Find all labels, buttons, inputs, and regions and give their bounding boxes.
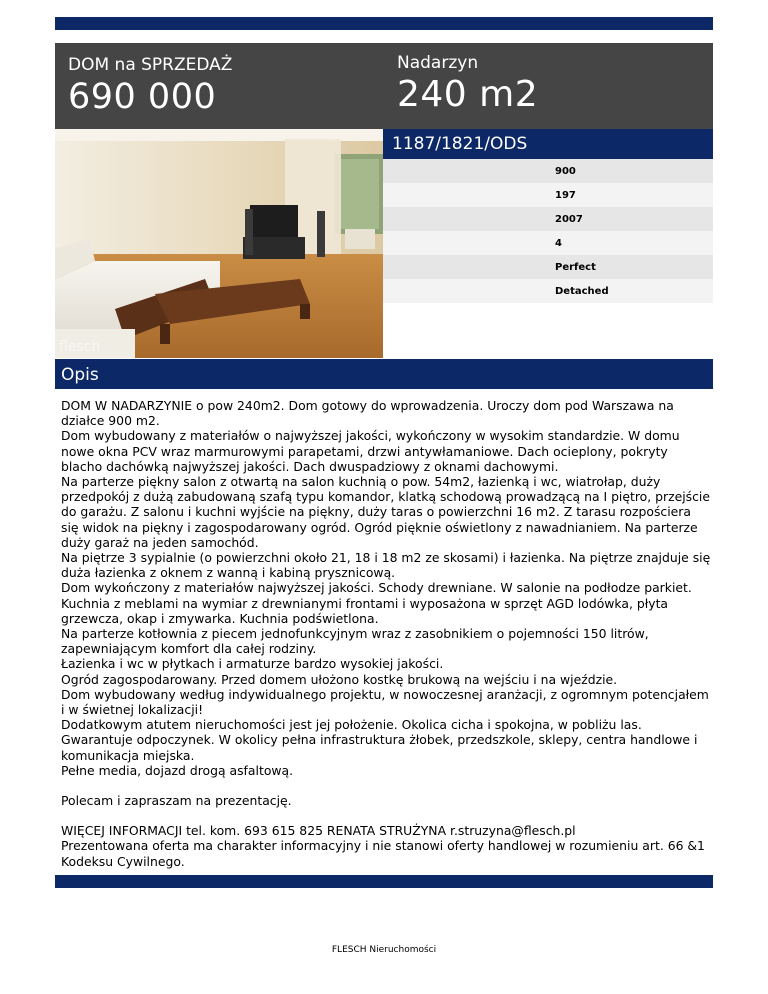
spec-row [383,159,713,183]
spec-row [383,279,713,303]
spec-value: 197 [555,190,576,201]
listing-area: 240 m2 [397,74,539,115]
spec-table [383,159,713,303]
spacer [61,778,711,793]
description-paragraph: Dom wykończony z materiałów najwyższej jakości. Schody drewniane. W salonie na podłodze parkiet. Kuchnia z meblami na wymiar z drewnianymi frontami i wyposażona w sprzęt AGD lodówka, płyta grzewcza, okap i zmywarka. Kuchnia podświetlona. [61,580,692,626]
spec-value: 2007 [555,214,583,225]
spec-value: 900 [555,166,576,177]
spec-row [383,255,713,279]
description-paragraph: Na parterze kotłownia z piecem jednofunkcyjnym wraz z zasobnikiem o pojemności 150 litrów, zapewniającym komfort dla całej rodziny. [61,626,649,657]
contact-info: WIĘCEJ INFORMACJI tel. kom. 693 615 825 RENATA STRUŻYNA r.struzyna@flesch.pl [61,823,576,839]
disclaimer-text: Prezentowana oferta ma charakter informacyjny i nie stanowi oferty handlowej w rozumieniu art. 66 &1 Kodeksu Cywilnego. [61,838,705,869]
description-paragraph: Na piętrze 3 sypialnie (o powierzchni około 21, 18 i 18 m2 ze skosami) i łazienka. Na piętrze znajduje się duża łazienka z oknem z wanną i kabiną prysznicową. [61,550,711,581]
property-photo [55,129,383,358]
spec-value: Perfect [555,262,596,273]
photo-watermark: flesch [59,339,101,355]
footer-company: FLESCH Nieruchomości [331,945,437,955]
header-left [68,55,232,117]
reference-bar [383,129,713,159]
description-paragraph: Pełne media, dojazd drogą asfaltową. [61,762,294,778]
description-paragraph: Dodatkowym atutem nieruchomości jest jej położenie. Okolica cicha i spokojna, w pobliżu las. Gwarantuje odpoczynek. W okolicy pełna infrastruktura żłobek, przedszkole, sklepy, centra handlowe i komunikacja miejska. [61,717,698,763]
spec-value: Detached [555,286,609,297]
listing-location: Nadarzyn [397,53,479,73]
description-paragraph: Na parterze piękny salon z otwartą na salon kuchnią o pow. 54m2, łazienką i wc, wiatrołap, duży przedpokój z dużą zabudowaną szafą typu komandor, klatką schodową prowadzącą na I piętro, przejście do garażu. Z salonu i kuchni wyjście na piękny, duży taras o powierzchni 16 m2. Z tarasu rozpościera się widok na piękny i zagospodarowany ogród. Ogród pięknie oświetlony z nawadnianiem. Na parterze duży garaż na jeden samochód. [61,474,711,550]
top-accent-bar [55,17,713,30]
listing-type: DOM na SPRZEDAŻ [68,55,233,75]
listing-header [55,43,713,129]
bottom-accent-bar [55,875,713,888]
section-title: Opis [61,365,99,385]
description-paragraph: Dom wybudowany według indywidualnego projektu, w nowoczesnej aranżacji, z ogromnym potencjałem i w świetnej lokalizacji! [61,686,709,718]
reference-number: 1187/1821/ODS [392,134,528,154]
spec-row [383,231,713,255]
spacer [61,808,711,823]
spec-row [383,207,713,231]
description-paragraph: Łazienka i wc w płytkach i armaturze bardzo wysokiej jakości. [61,656,444,672]
description-header [55,359,713,389]
description-body [61,398,711,869]
spec-row [383,183,713,207]
description-paragraph: Dom wybudowany z materiałów o najwyższej jakości, wykończony w wysokim standardzie. W domu nowe okna PCV wraz marmurowymi parapetami, drzwi antywłamaniowe. Dach ocieplony, pokryty blacho dachówką najwyższej jakości. Dach dwuspadziowy z oknami dachowymi. [61,428,680,474]
description-paragraph: Ogród zagospodarowany. Przed domem ułożono kostkę brukową na wejściu i na wjeździe. [61,671,618,687]
listing-price: 690 000 [68,77,217,117]
spec-value: 4 [555,238,562,249]
invitation-text: Polecam i zapraszam na prezentację. [61,793,292,809]
description-paragraph: DOM W NADARZYNIE o pow 240m2. Dom gotowy do wprowadzenia. Uroczy dom pod Warszawa na działce 900 m2. [61,398,674,429]
header-right [397,53,538,116]
